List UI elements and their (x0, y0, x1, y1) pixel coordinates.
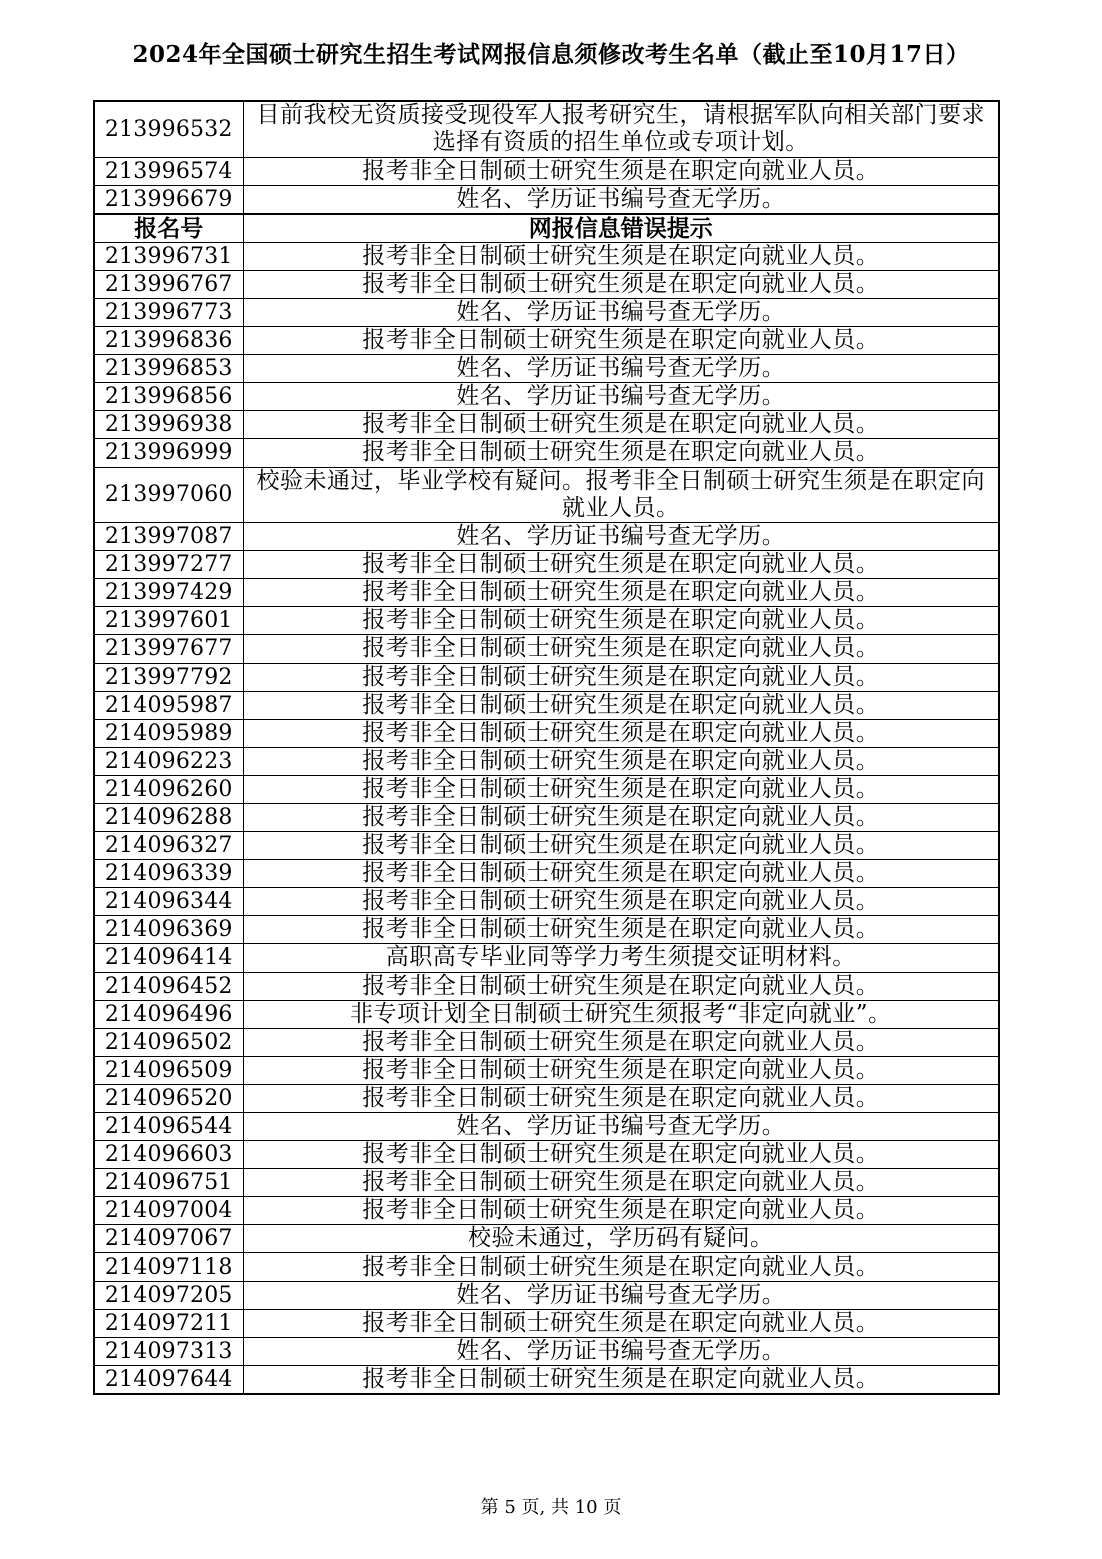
registration-number-cell: 214096327 (94, 832, 243, 860)
table-row (94, 185, 999, 214)
registration-number-cell: 213996853 (94, 355, 243, 383)
table-row (94, 383, 999, 411)
table-row (94, 1169, 999, 1197)
error-message-cell: 报考非全日制硕士研究生须是在职定向就业人员。 (243, 691, 999, 719)
error-message-cell: 校验未通过，学历码有疑问。 (243, 1225, 999, 1253)
registration-number-cell: 214096288 (94, 803, 243, 831)
error-message-cell: 报考非全日制硕士研究生须是在职定向就业人员。 (243, 972, 999, 1000)
page-title: 2024年全国硕士研究生招生考试网报信息须修改考生名单（截止至10月17日） (132, 41, 970, 68)
error-message-cell: 报考非全日制硕士研究生须是在职定向就业人员。 (243, 663, 999, 691)
error-message-cell: 报考非全日制硕士研究生须是在职定向就业人员。 (243, 1028, 999, 1056)
table-row (94, 691, 999, 719)
error-message-cell: 姓名、学历证书编号查无学历。 (243, 1113, 999, 1141)
table-row (94, 1253, 999, 1281)
table-header-group (94, 214, 999, 243)
registration-number-cell: 214097004 (94, 1197, 243, 1225)
table-row (94, 551, 999, 579)
table-row (94, 607, 999, 635)
table-body-continued (94, 101, 999, 214)
error-message-cell: 报考非全日制硕士研究生须是在职定向就业人员。 (243, 607, 999, 635)
registration-number-cell: 213996731 (94, 242, 243, 270)
error-message-cell: 姓名、学历证书编号查无学历。 (243, 523, 999, 551)
registration-number-cell: 213997429 (94, 579, 243, 607)
registration-number-cell: 213997060 (94, 467, 243, 523)
error-message-cell: 报考非全日制硕士研究生须是在职定向就业人员。 (243, 719, 999, 747)
table-row (94, 1084, 999, 1112)
registration-number-cell: 214096520 (94, 1084, 243, 1112)
table-row (94, 888, 999, 916)
table-row (94, 467, 999, 523)
registration-number-cell: 214096751 (94, 1169, 243, 1197)
error-message-cell: 校验未通过，毕业学校有疑问。报考非全日制硕士研究生须是在职定向就业人员。 (243, 467, 999, 523)
registration-number-cell: 214097067 (94, 1225, 243, 1253)
table-row (94, 1000, 999, 1028)
registration-number-cell: 213996679 (94, 185, 243, 214)
error-message-cell: 姓名、学历证书编号查无学历。 (243, 185, 999, 214)
error-message-cell: 报考非全日制硕士研究生须是在职定向就业人员。 (243, 1141, 999, 1169)
error-message-cell: 报考非全日制硕士研究生须是在职定向就业人员。 (243, 1365, 999, 1394)
error-message-cell: 姓名、学历证书编号查无学历。 (243, 383, 999, 411)
table-row (94, 1197, 999, 1225)
error-message-cell: 目前我校无资质接受现役军人报考研究生，请根据军队向相关部门要求选择有资质的招生单位或专项计划。 (243, 101, 999, 157)
table-row (94, 1056, 999, 1084)
table-header-row (94, 214, 999, 243)
error-message-cell: 报考非全日制硕士研究生须是在职定向就业人员。 (243, 1169, 999, 1197)
registration-number-cell: 214096414 (94, 944, 243, 972)
candidate-table (93, 100, 1000, 1395)
registration-number-cell: 213996856 (94, 383, 243, 411)
error-message-cell: 报考非全日制硕士研究生须是在职定向就业人员。 (243, 803, 999, 831)
error-message-cell: 报考非全日制硕士研究生须是在职定向就业人员。 (243, 747, 999, 775)
error-message-cell: 姓名、学历证书编号查无学历。 (243, 1281, 999, 1309)
registration-number-cell: 213996999 (94, 439, 243, 467)
error-message-cell: 报考非全日制硕士研究生须是在职定向就业人员。 (243, 860, 999, 888)
error-message-cell: 报考非全日制硕士研究生须是在职定向就业人员。 (243, 1056, 999, 1084)
error-message-cell: 高职高专毕业同等学力考生须提交证明材料。 (243, 944, 999, 972)
registration-number-cell: 214096339 (94, 860, 243, 888)
table-row (94, 803, 999, 831)
registration-number-cell: 214095989 (94, 719, 243, 747)
registration-number-cell: 213997277 (94, 551, 243, 579)
table-row (94, 944, 999, 972)
error-message-cell: 报考非全日制硕士研究生须是在职定向就业人员。 (243, 1197, 999, 1225)
error-message-cell: 报考非全日制硕士研究生须是在职定向就业人员。 (243, 1084, 999, 1112)
registration-number-cell: 214096452 (94, 972, 243, 1000)
registration-number-cell: 213997677 (94, 635, 243, 663)
registration-number-cell: 214096223 (94, 747, 243, 775)
table-row (94, 579, 999, 607)
error-message-cell: 报考非全日制硕士研究生须是在职定向就业人员。 (243, 775, 999, 803)
error-message-cell: 报考非全日制硕士研究生须是在职定向就业人员。 (243, 1253, 999, 1281)
registration-number-cell: 214097118 (94, 1253, 243, 1281)
error-message-cell: 报考非全日制硕士研究生须是在职定向就业人员。 (243, 579, 999, 607)
table-row (94, 242, 999, 270)
table-row (94, 1281, 999, 1309)
registration-number-cell: 214096344 (94, 888, 243, 916)
table-body (94, 242, 999, 1394)
table-row (94, 327, 999, 355)
error-message-cell: 报考非全日制硕士研究生须是在职定向就业人员。 (243, 242, 999, 270)
error-message-cell: 姓名、学历证书编号查无学历。 (243, 298, 999, 326)
registration-number-cell: 213997601 (94, 607, 243, 635)
registration-number-cell: 214096502 (94, 1028, 243, 1056)
table-row (94, 1141, 999, 1169)
table-row (94, 1309, 999, 1337)
registration-number-cell: 214096496 (94, 1000, 243, 1028)
header-error-message: 网报信息错误提示 (243, 214, 999, 243)
registration-number-cell: 213996836 (94, 327, 243, 355)
error-message-cell: 报考非全日制硕士研究生须是在职定向就业人员。 (243, 832, 999, 860)
table-row (94, 1365, 999, 1394)
table-row (94, 101, 999, 157)
registration-number-cell: 214096509 (94, 1056, 243, 1084)
error-message-cell: 报考非全日制硕士研究生须是在职定向就业人员。 (243, 270, 999, 298)
registration-number-cell: 214096260 (94, 775, 243, 803)
registration-number-cell: 214096603 (94, 1141, 243, 1169)
registration-number-cell: 214097211 (94, 1309, 243, 1337)
table-row (94, 719, 999, 747)
table-row (94, 439, 999, 467)
table-row (94, 775, 999, 803)
table-row (94, 355, 999, 383)
error-message-cell: 报考非全日制硕士研究生须是在职定向就业人员。 (243, 888, 999, 916)
error-message-cell: 报考非全日制硕士研究生须是在职定向就业人员。 (243, 157, 999, 185)
table-row (94, 1113, 999, 1141)
registration-number-cell: 213996767 (94, 270, 243, 298)
error-message-cell: 报考非全日制硕士研究生须是在职定向就业人员。 (243, 1309, 999, 1337)
registration-number-cell: 214095987 (94, 691, 243, 719)
table-row (94, 832, 999, 860)
table-row (94, 663, 999, 691)
table-row (94, 1225, 999, 1253)
error-message-cell: 报考非全日制硕士研究生须是在职定向就业人员。 (243, 439, 999, 467)
registration-number-cell: 213997792 (94, 663, 243, 691)
registration-number-cell: 214096544 (94, 1113, 243, 1141)
table-row (94, 157, 999, 185)
table-row (94, 860, 999, 888)
error-message-cell: 报考非全日制硕士研究生须是在职定向就业人员。 (243, 411, 999, 439)
table-row (94, 298, 999, 326)
table-row (94, 916, 999, 944)
registration-number-cell: 213996773 (94, 298, 243, 326)
registration-number-cell: 214097313 (94, 1337, 243, 1365)
registration-number-cell: 214096369 (94, 916, 243, 944)
page-footer: 第 5 页, 共 10 页 (480, 1497, 622, 1518)
error-message-cell: 姓名、学历证书编号查无学历。 (243, 355, 999, 383)
registration-number-cell: 213996532 (94, 101, 243, 157)
table-row (94, 747, 999, 775)
registration-number-cell: 213997087 (94, 523, 243, 551)
table-row (94, 411, 999, 439)
table-row (94, 1337, 999, 1365)
error-message-cell: 姓名、学历证书编号查无学历。 (243, 1337, 999, 1365)
registration-number-cell: 214097644 (94, 1365, 243, 1394)
error-message-cell: 非专项计划全日制硕士研究生须报考“非定向就业”。 (243, 1000, 999, 1028)
table-row (94, 270, 999, 298)
registration-number-cell: 213996938 (94, 411, 243, 439)
registration-number-cell: 214097205 (94, 1281, 243, 1309)
error-message-cell: 报考非全日制硕士研究生须是在职定向就业人员。 (243, 635, 999, 663)
table-row (94, 635, 999, 663)
table-row (94, 523, 999, 551)
registration-number-cell: 213996574 (94, 157, 243, 185)
error-message-cell: 报考非全日制硕士研究生须是在职定向就业人员。 (243, 916, 999, 944)
table-row (94, 972, 999, 1000)
table-row (94, 1028, 999, 1056)
error-message-cell: 报考非全日制硕士研究生须是在职定向就业人员。 (243, 327, 999, 355)
header-registration-number: 报名号 (94, 214, 243, 243)
error-message-cell: 报考非全日制硕士研究生须是在职定向就业人员。 (243, 551, 999, 579)
